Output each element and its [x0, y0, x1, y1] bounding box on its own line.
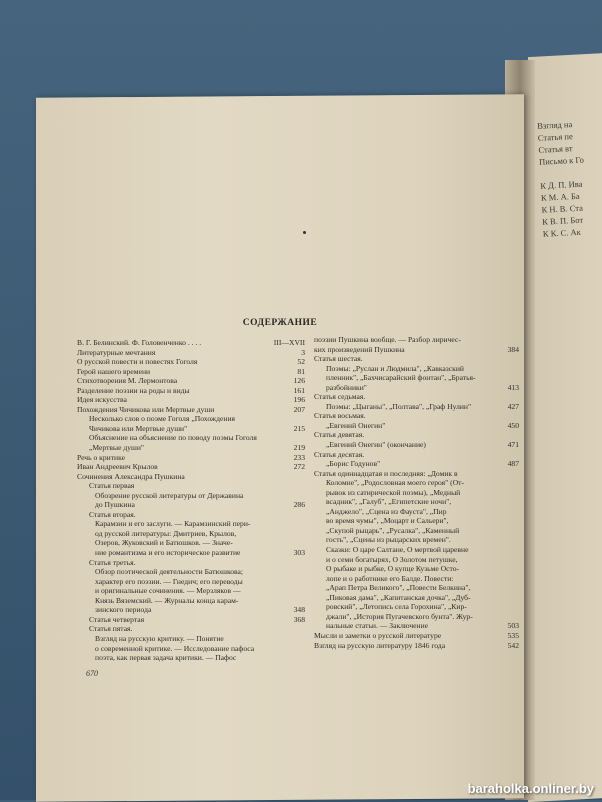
toc-entry-page: 542	[507, 640, 519, 650]
toc-entry	[314, 641, 519, 651]
toc-entry	[314, 507, 519, 517]
toc-entry-title: Князь Вяземский. — Журналы конца карам-	[95, 595, 239, 605]
toc-entry	[77, 414, 305, 424]
toc-entry-title: Карамзин и его заслуги. — Карамзинский пери-	[95, 519, 251, 529]
toc-entry-page: 219	[293, 443, 305, 453]
toc-entry	[77, 395, 305, 405]
toc-entry	[77, 577, 305, 587]
toc-entry-title: всадник", „Галуб", „Египетские ночи",	[326, 497, 452, 507]
page-number: 670	[86, 669, 98, 678]
toc-entry-title: Поэмы: „Руслан и Людмила", „Кавказский	[326, 363, 464, 373]
toc-entry-page: 215	[293, 423, 305, 433]
toc-entry	[314, 440, 519, 450]
toc-entry	[314, 354, 519, 364]
toc-entry-page: 503	[507, 621, 519, 631]
toc-entry-page: 348	[293, 605, 305, 615]
toc-entry-title: Статья восьмая.	[314, 411, 366, 421]
toc-entry	[314, 621, 519, 631]
toc-entry-title: поэзии Пушкина вообще. — Разбор лиричес-	[314, 335, 461, 344]
toc-entry-page: 207	[293, 404, 305, 414]
toc-entry	[314, 459, 519, 469]
toc-entry-title: Статья шестая.	[314, 354, 363, 364]
toc-entry	[314, 478, 519, 488]
toc-entry-title: зинского периода	[95, 605, 152, 615]
toc-entry-title: од русской литературы: Дмитриев, Крылов,	[95, 528, 237, 538]
toc-entry-title: Сказки: О царе Салтане, О мертвой царевне	[326, 545, 469, 555]
right-page-line: К К. С. Ак	[542, 226, 581, 239]
toc-entry	[314, 345, 519, 355]
page-title: СОДЕРЖАНИЕ	[242, 318, 318, 328]
right-page-line: Взгляд на	[536, 119, 573, 131]
toc-entry-title: и о семи богатырях, О Золотом петушке,	[326, 554, 458, 564]
toc-entry-page: 81	[297, 366, 305, 376]
toc-entry	[77, 596, 305, 606]
toc-entry-title: Статья первая	[89, 481, 135, 491]
toc-entry-page: 233	[293, 452, 305, 462]
toc-entry-title: Статья одиннадцатая и последняя: „Домик в	[314, 468, 458, 478]
toc-entry	[77, 615, 305, 625]
toc-entry-title: характер его поэзии. — Гнедич; его переводы	[95, 576, 243, 586]
toc-entry	[77, 548, 305, 558]
toc-entry-page: 52	[297, 357, 305, 367]
toc-entry	[314, 469, 519, 479]
toc-entry-title: Статья четвертая	[89, 614, 145, 624]
toc-entry	[77, 558, 305, 568]
toc-entry-title: Обозрение русской литературы от Державина	[95, 490, 244, 500]
watermark: baraholka.onliner.by	[467, 781, 594, 796]
toc-entry	[314, 602, 519, 612]
toc-entry-title: Озеров, Жуковский и Батюшков. — Значе-	[95, 538, 233, 548]
right-page-line: Письмо к Го	[538, 154, 585, 167]
toc-entry-title: Статья десятая.	[314, 449, 365, 459]
toc-entry	[314, 516, 519, 526]
toc-entry	[314, 373, 519, 383]
toc-entry	[314, 631, 519, 641]
toc-entry	[314, 564, 519, 574]
toc-entry-title: ние романтизма и его историческое развитие	[95, 548, 241, 558]
toc-entry-page: 3	[301, 347, 305, 357]
toc-entry-title: Статья пятая.	[89, 624, 133, 634]
toc-entry	[77, 443, 305, 453]
toc-entry-page: 535	[507, 630, 519, 640]
toc-entry-title: Мысли и заметки о русской литературе	[314, 630, 442, 640]
toc-entry	[77, 605, 305, 615]
toc-entry-title: Взгляд на русскую критику. — Понятие	[95, 633, 224, 643]
toc-entry	[77, 586, 305, 596]
toc-entry	[77, 472, 305, 482]
toc-entry-title: Иван Андреевич Крылов	[77, 462, 158, 472]
toc-entry-title: В. Г. Белинский. Ф. Головенченко . . . .	[77, 338, 202, 347]
toc-entry-page: 413	[507, 382, 519, 392]
toc-entry	[77, 433, 305, 443]
toc-entry	[77, 386, 305, 396]
toc-entry	[314, 430, 519, 440]
toc-entry	[314, 555, 519, 565]
toc-entry-page: 450	[507, 420, 519, 430]
toc-entry	[314, 535, 519, 545]
toc-entry-title: Герой нашего времени	[77, 366, 151, 376]
toc-entry-page: 161	[293, 385, 305, 395]
toc-entry-title: Литературные мечтания	[77, 347, 156, 357]
toc-entry	[77, 529, 305, 539]
toc-entry-title: „Мертвые души"	[89, 443, 145, 453]
toc-entry-title: разбойники"	[326, 382, 367, 392]
right-page-line: Статья пе	[537, 131, 573, 143]
toc-entry-title: лопе и о работнике его Балде. Повести:	[326, 573, 454, 583]
toc-entry-title: о современной критике. — Исследование пафоса	[95, 643, 255, 653]
toc-entry-title: „Анджело", „Сцена из Фауста", „Пир	[326, 506, 447, 516]
toc-entry-title: пленник", „Бахчисарайский фонтан", „Братья-	[326, 373, 476, 383]
toc-entry-page: 196	[293, 395, 305, 405]
toc-entry-title: Похождения Чичикова или Мертвые души	[77, 404, 215, 414]
toc-entry	[314, 402, 519, 412]
toc-entry-title: О рыбаке и рыбке, О купце Кузьме Осто-	[326, 564, 460, 574]
toc-entry	[77, 644, 305, 654]
toc-entry-page: 286	[293, 500, 305, 510]
toc-entry	[77, 357, 305, 367]
toc-entry-title: рывок из сатирической поэмы), „Медный	[326, 487, 461, 497]
toc-entry-page: 427	[507, 401, 519, 411]
toc-entry-page: 303	[293, 548, 305, 558]
toc-entry	[314, 383, 519, 393]
toc-entry-page: 126	[293, 376, 305, 386]
toc-entry-title: „Скупой рыцарь", „Русалка", „Каменный	[326, 525, 460, 535]
toc-entry	[314, 450, 519, 460]
toc-entry-title: Поэмы: „Цыганы", „Полтава", „Граф Нулин"	[326, 401, 472, 411]
toc-entry	[314, 497, 519, 507]
toc-entry-title: Идея искусства	[77, 395, 127, 405]
toc-entry	[314, 392, 519, 402]
toc-entry	[314, 612, 519, 622]
toc-entry-title: ких произведений Пушкина	[314, 344, 405, 354]
page-speck	[303, 231, 306, 234]
toc-entry	[77, 376, 305, 386]
toc-entry-title: Стихотворения М. Лермонтова	[77, 376, 178, 386]
right-page-text	[537, 116, 602, 239]
toc-entry	[314, 593, 519, 603]
toc-entry-title: О русской повести и повестях Гоголя	[77, 357, 198, 367]
toc-entry-title: „Пиковая дама", „Капитанская дочка", „Дуб-	[326, 592, 471, 602]
toc-entry	[314, 583, 519, 593]
toc-entry	[77, 653, 305, 663]
toc-entry	[314, 411, 519, 421]
toc-entry	[77, 348, 305, 358]
toc-entry-title: Объяснение на объяснение по поводу поэмы Гоголя	[89, 433, 257, 443]
toc-entry-title: Статья третья.	[89, 557, 136, 567]
toc-entry-title: „Борис Годунов"	[326, 459, 381, 469]
toc-entry-page: III—XVII	[273, 338, 305, 347]
toc-entry	[314, 545, 519, 555]
toc-entry-title: Статья девятая.	[314, 430, 365, 440]
toc-entry-title: Статья седьмая.	[314, 392, 366, 402]
toc-entry	[314, 488, 519, 498]
toc-entry-title: Речь о критике	[77, 452, 125, 462]
toc-entry-title: „Арап Петра Великого", „Повести Белкина",	[326, 583, 471, 593]
toc-entry-page: 368	[293, 614, 305, 624]
toc-entry	[314, 574, 519, 584]
toc-entry	[77, 491, 305, 501]
toc-entry	[314, 526, 519, 536]
toc-entry	[77, 510, 305, 520]
toc-entry-title: во время чумы", „Моцарт и Сальери",	[326, 516, 449, 526]
toc-entry	[77, 405, 305, 415]
right-page-line: К В. П. Бот	[541, 214, 584, 227]
toc-entry-title: Обзор поэтической деятельности Батюшкова;	[95, 567, 244, 577]
toc-entry-title: и оригинальные сочинения. — Мерзляков —	[95, 586, 241, 596]
toc-entry	[77, 338, 305, 348]
toc-entry-page: 471	[507, 440, 519, 450]
toc-entry-title: Взгляд на русскую литературу 1846 года	[314, 640, 446, 650]
toc-entry-title: Статья вторая.	[89, 509, 136, 519]
toc-entry	[314, 364, 519, 374]
toc-entry	[77, 481, 305, 491]
toc-entry-title: Коломне", „Родословная моего героя" (От-	[326, 478, 465, 488]
toc-entry	[314, 421, 519, 431]
toc-entry	[77, 424, 305, 434]
toc-entry-title: поэта, как первая задача критики. — Пафос	[95, 653, 237, 663]
toc-entry-page: 384	[507, 344, 519, 354]
toc-entry	[77, 634, 305, 644]
toc-left-column	[77, 338, 305, 663]
toc-entry-title: нальные статьи. — Заключение	[326, 621, 429, 631]
toc-entry	[77, 462, 305, 472]
toc-entry	[77, 624, 305, 634]
right-page-line: Статья вт	[538, 143, 573, 155]
toc-entry-page: 272	[293, 462, 305, 472]
right-page-line: К М. А. Ба	[540, 190, 580, 203]
right-page-line: К Н. В. Ста	[541, 202, 584, 215]
toc-entry-title: Несколько слов о поэме Гоголя „Похождения	[89, 414, 236, 424]
toc-entry	[314, 335, 519, 345]
toc-entry-title: ровский", „Летопись села Горохина", „Кир-	[326, 602, 467, 612]
toc-entry-title: „Евгений Онегин" (окончание)	[326, 440, 426, 450]
toc-entry-title: Разделение поэзии на роды и виды	[77, 385, 190, 395]
toc-entry-page: 487	[507, 459, 519, 469]
toc-entry	[77, 567, 305, 577]
toc-entry-title: „Евгений Онегин"	[326, 420, 386, 430]
toc-entry	[77, 453, 305, 463]
toc-right-column	[314, 335, 519, 650]
toc-entry-title: Чичикова или Мертвые души"	[89, 423, 188, 433]
toc-entry-title: до Пушкина	[95, 500, 135, 510]
toc-entry	[77, 519, 305, 529]
toc-entry-title: Сочинения Александра Пушкина	[77, 471, 185, 481]
toc-entry-title: джали", „История Пугачевского бунта". Жур-	[326, 611, 473, 621]
toc-entry	[77, 367, 305, 377]
toc-entry-title: гость", „Сцены из рыцарских времен".	[326, 535, 451, 545]
toc-entry	[77, 500, 305, 510]
right-page-line: К Д. П. Ива	[540, 178, 583, 191]
toc-entry	[77, 538, 305, 548]
